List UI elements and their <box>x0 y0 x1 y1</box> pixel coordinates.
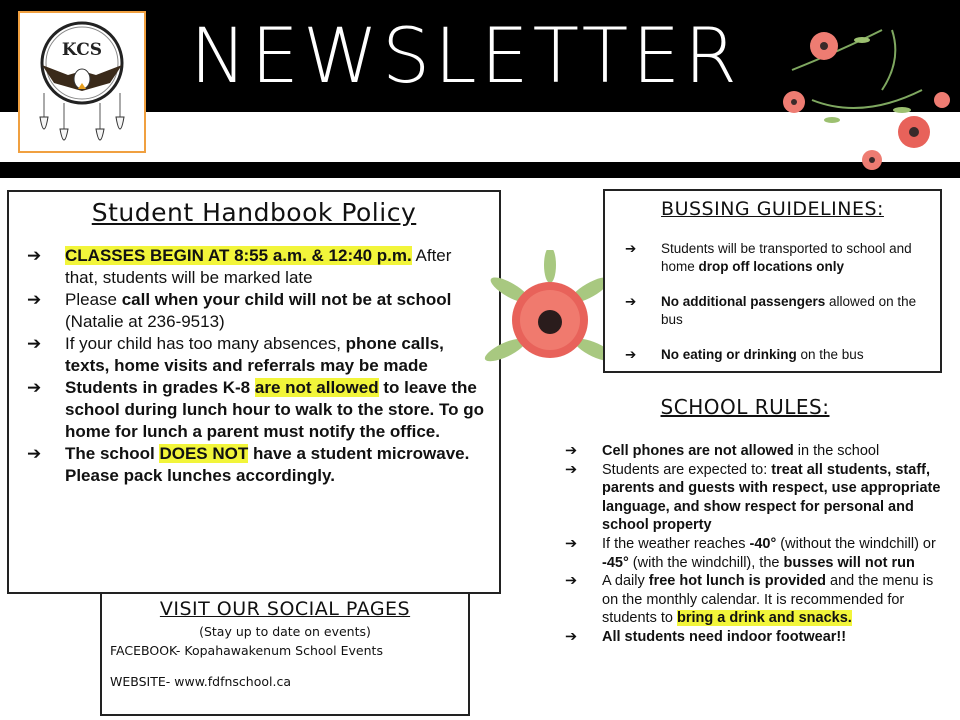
rules-item-text: bring a drink and snacks. <box>676 610 852 627</box>
rules-item <box>565 572 950 628</box>
rules-item-text: -45° <box>602 554 629 571</box>
arrow-bullet-icon: ➔ <box>625 294 637 309</box>
rules-item-text: (with the windchill), the <box>628 554 784 571</box>
arrow-bullet-icon: ➔ <box>27 378 42 397</box>
handbook-item-text: After that, students will be marked late <box>65 246 452 287</box>
bussing-item-text: on the bus <box>796 347 864 362</box>
rules-item-text: All students need indoor footwear!! <box>602 628 847 645</box>
bussing-item-text: allowed on the bus <box>661 294 917 327</box>
bussing-item-text: No eating or drinking <box>661 347 797 362</box>
arrow-bullet-icon: ➔ <box>27 334 42 353</box>
arrow-bullet-icon: ➔ <box>565 535 578 552</box>
social-pages-box <box>100 592 470 716</box>
bussing-heading: BUSSING GUIDELINES: <box>661 198 884 220</box>
bussing-guidelines-box <box>603 189 942 373</box>
arrow-bullet-icon: ➔ <box>565 461 578 478</box>
handbook-item-text: Please <box>65 290 122 309</box>
arrow-bullet-icon: ➔ <box>27 246 42 265</box>
rules-item-text: in the school <box>793 443 880 459</box>
rules-item <box>565 628 950 647</box>
logo-text: KCS <box>61 40 103 60</box>
rules-item-text: A daily <box>602 573 649 590</box>
rules-item-text: and the menu is on the monthly calendar. It is recommended for students to <box>602 573 934 627</box>
handbook-item <box>27 245 489 289</box>
arrow-bullet-icon: ➔ <box>625 241 637 256</box>
bussing-item-text: No additional passengers <box>661 294 826 309</box>
school-logo <box>18 11 146 153</box>
rules-item-text: If the weather reaches <box>602 535 750 552</box>
handbook-item-text: have a student microwave. Please pack lunches accordingly. <box>65 444 470 485</box>
handbook-item-text: to leave the school during lunch hour to walk to the store. To go home for lunch a parent must notify the office. <box>65 378 485 441</box>
rules-item-text: Students are expected to: <box>602 461 772 478</box>
school-rules-list <box>565 442 950 647</box>
rules-item <box>565 461 950 535</box>
poppy-flower-decoration <box>480 250 620 390</box>
arrow-bullet-icon: ➔ <box>565 443 578 459</box>
newsletter-title: NEWSLETTER <box>190 11 741 100</box>
rules-item <box>565 535 950 572</box>
handbook-item-text: are not allowed <box>254 378 379 397</box>
arrow-bullet-icon: ➔ <box>565 628 578 645</box>
handbook-item-text: (Natalie at 236-9513) <box>65 312 225 331</box>
handbook-item-text: If your child has too many absences, <box>65 334 346 353</box>
rules-item-text: -40° <box>749 535 777 552</box>
rules-item-text: treat all students, staff, parents and guests with respect, use appropriate language, and show respect for personal and school property <box>602 461 941 534</box>
handbook-item-text: call when your child will not be at school <box>121 290 452 309</box>
arrow-bullet-icon: ➔ <box>565 573 578 590</box>
bussing-item-text: Students will be transported to school and home <box>661 241 912 274</box>
handbook-item <box>27 443 489 487</box>
handbook-item <box>27 377 489 443</box>
handbook-list <box>9 245 499 487</box>
handbook-heading: Student Handbook Policy <box>91 198 417 227</box>
handbook-item-text: The school <box>65 444 160 463</box>
rules-item-text: free hot lunch is provided <box>648 573 826 590</box>
poppy-flowers-decoration <box>772 10 960 180</box>
arrow-bullet-icon: ➔ <box>27 444 42 463</box>
bussing-item <box>625 293 928 329</box>
rules-item <box>565 442 950 461</box>
bussing-item <box>625 240 928 276</box>
social-subtitle: (Stay up to date on events) <box>199 624 371 639</box>
handbook-item <box>27 333 489 377</box>
school-rules-heading: SCHOOL RULES: <box>660 395 830 419</box>
rules-item-text: Cell phones are not allowed <box>602 443 794 459</box>
arrow-bullet-icon: ➔ <box>27 290 42 309</box>
handbook-item-text: Students in grades K-8 <box>65 378 255 397</box>
bussing-item <box>625 346 928 364</box>
handbook-item-text: DOES NOT <box>159 444 249 463</box>
bussing-item-text: drop off locations only <box>698 259 845 274</box>
bussing-list <box>605 240 940 364</box>
rules-item-text: busses will not run <box>783 554 915 571</box>
handbook-item-text: phone calls, texts, home visits and referrals may be made <box>65 334 444 375</box>
handbook-item-text: CLASSES BEGIN AT 8:55 a.m. & 12:40 p.m. <box>65 246 412 265</box>
arrow-bullet-icon: ➔ <box>625 347 637 362</box>
website-line: WEBSITE- www.fdfnschool.ca <box>110 674 291 689</box>
facebook-line: FACEBOOK- Kopahawakenum School Events <box>110 643 383 658</box>
handbook-policy-box <box>7 190 501 594</box>
rules-item-text: (without the windchill) or <box>776 535 936 552</box>
social-heading: VISIT OUR SOCIAL PAGES <box>159 598 411 620</box>
handbook-item <box>27 289 489 333</box>
